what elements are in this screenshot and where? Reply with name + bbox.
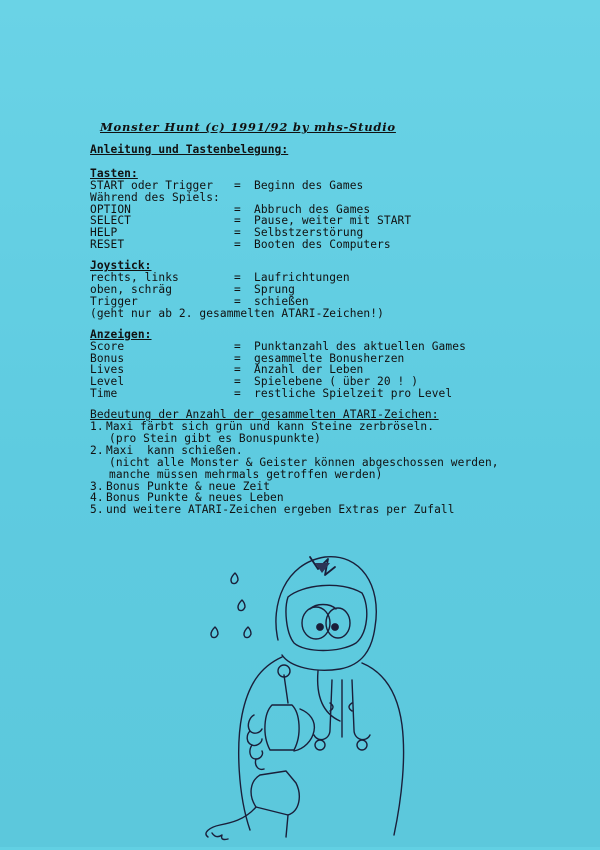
- list-item: 3. Bonus Punkte & neue Zeit: [90, 479, 271, 493]
- joystick-list: [90, 272, 540, 320]
- sweat-drops-icon: [211, 573, 251, 638]
- display-row: Time = restliche Spielzeit pro Level: [90, 387, 453, 401]
- joystick-row: oben, schräg = Sprung: [90, 282, 296, 296]
- joystick-heading: Joystick:: [90, 259, 152, 273]
- key-row: OPTION = Abbruch des Games: [90, 202, 371, 216]
- list-item: 1. Maxi färbt sich grün und kann Steine zerbröseln.: [90, 420, 435, 434]
- display-row: Lives = Anzahl der Leben: [90, 363, 364, 377]
- meaning-heading: Bedeutung der Anzahl der gesammelten ATARI-Zeichen:: [90, 408, 439, 422]
- keys-heading: Tasten:: [90, 166, 138, 180]
- key-row: RESET = Booten des Computers: [90, 238, 391, 252]
- key-row: Während des Spiels:: [90, 190, 220, 204]
- list-item-cont: (nicht alle Monster & Geister können abgeschossen werden,: [109, 455, 499, 469]
- display-list: [90, 341, 540, 401]
- joystick-icon: [206, 665, 299, 840]
- joystick-row: Trigger = schießen: [90, 294, 309, 308]
- joystick-row: rechts, links = Laufrichtungen: [90, 271, 350, 285]
- display-row: Level = Spielebene ( über 20 ! ): [90, 375, 419, 389]
- joystick-note: (geht nur ab 2. gesammelten ATARI-Zeichen!): [90, 306, 384, 320]
- meaning-list: [90, 421, 540, 516]
- key-row: START oder Trigger = Beginn des Games: [90, 178, 364, 192]
- key-row: HELP = Selbstzerstörung: [90, 226, 364, 240]
- list-item: 5. und weitere ATARI-Zeichen ergeben Extras per Zufall: [90, 503, 455, 517]
- list-item-cont: manche müssen mehrmals getroffen werden): [109, 467, 383, 481]
- maxi-with-joystick-illustration: [190, 545, 430, 845]
- hand-icon: [247, 709, 314, 769]
- document-title: Monster Hunt (c) 1991/92 by mhs-Studio: [100, 120, 396, 134]
- display-heading: Anzeigen:: [90, 327, 152, 341]
- helmet-icon: [276, 557, 376, 671]
- list-item: 2. Maxi kann schießen.: [90, 443, 243, 457]
- key-row: SELECT = Pause, weiter mit START: [90, 214, 412, 228]
- instruction-sheet: [90, 122, 540, 516]
- keys-list: [90, 180, 540, 251]
- subtitle: Anleitung und Tastenbelegung:: [90, 142, 289, 156]
- list-item: 4. Bonus Punkte & neues Leben: [90, 491, 284, 505]
- face-icon: [302, 605, 350, 640]
- list-item-cont: (pro Stein gibt es Bonuspunkte): [109, 431, 321, 445]
- display-row: Score = Punktanzahl des aktuellen Games: [90, 339, 466, 353]
- display-row: Bonus = gesammelte Bonusherzen: [90, 351, 405, 365]
